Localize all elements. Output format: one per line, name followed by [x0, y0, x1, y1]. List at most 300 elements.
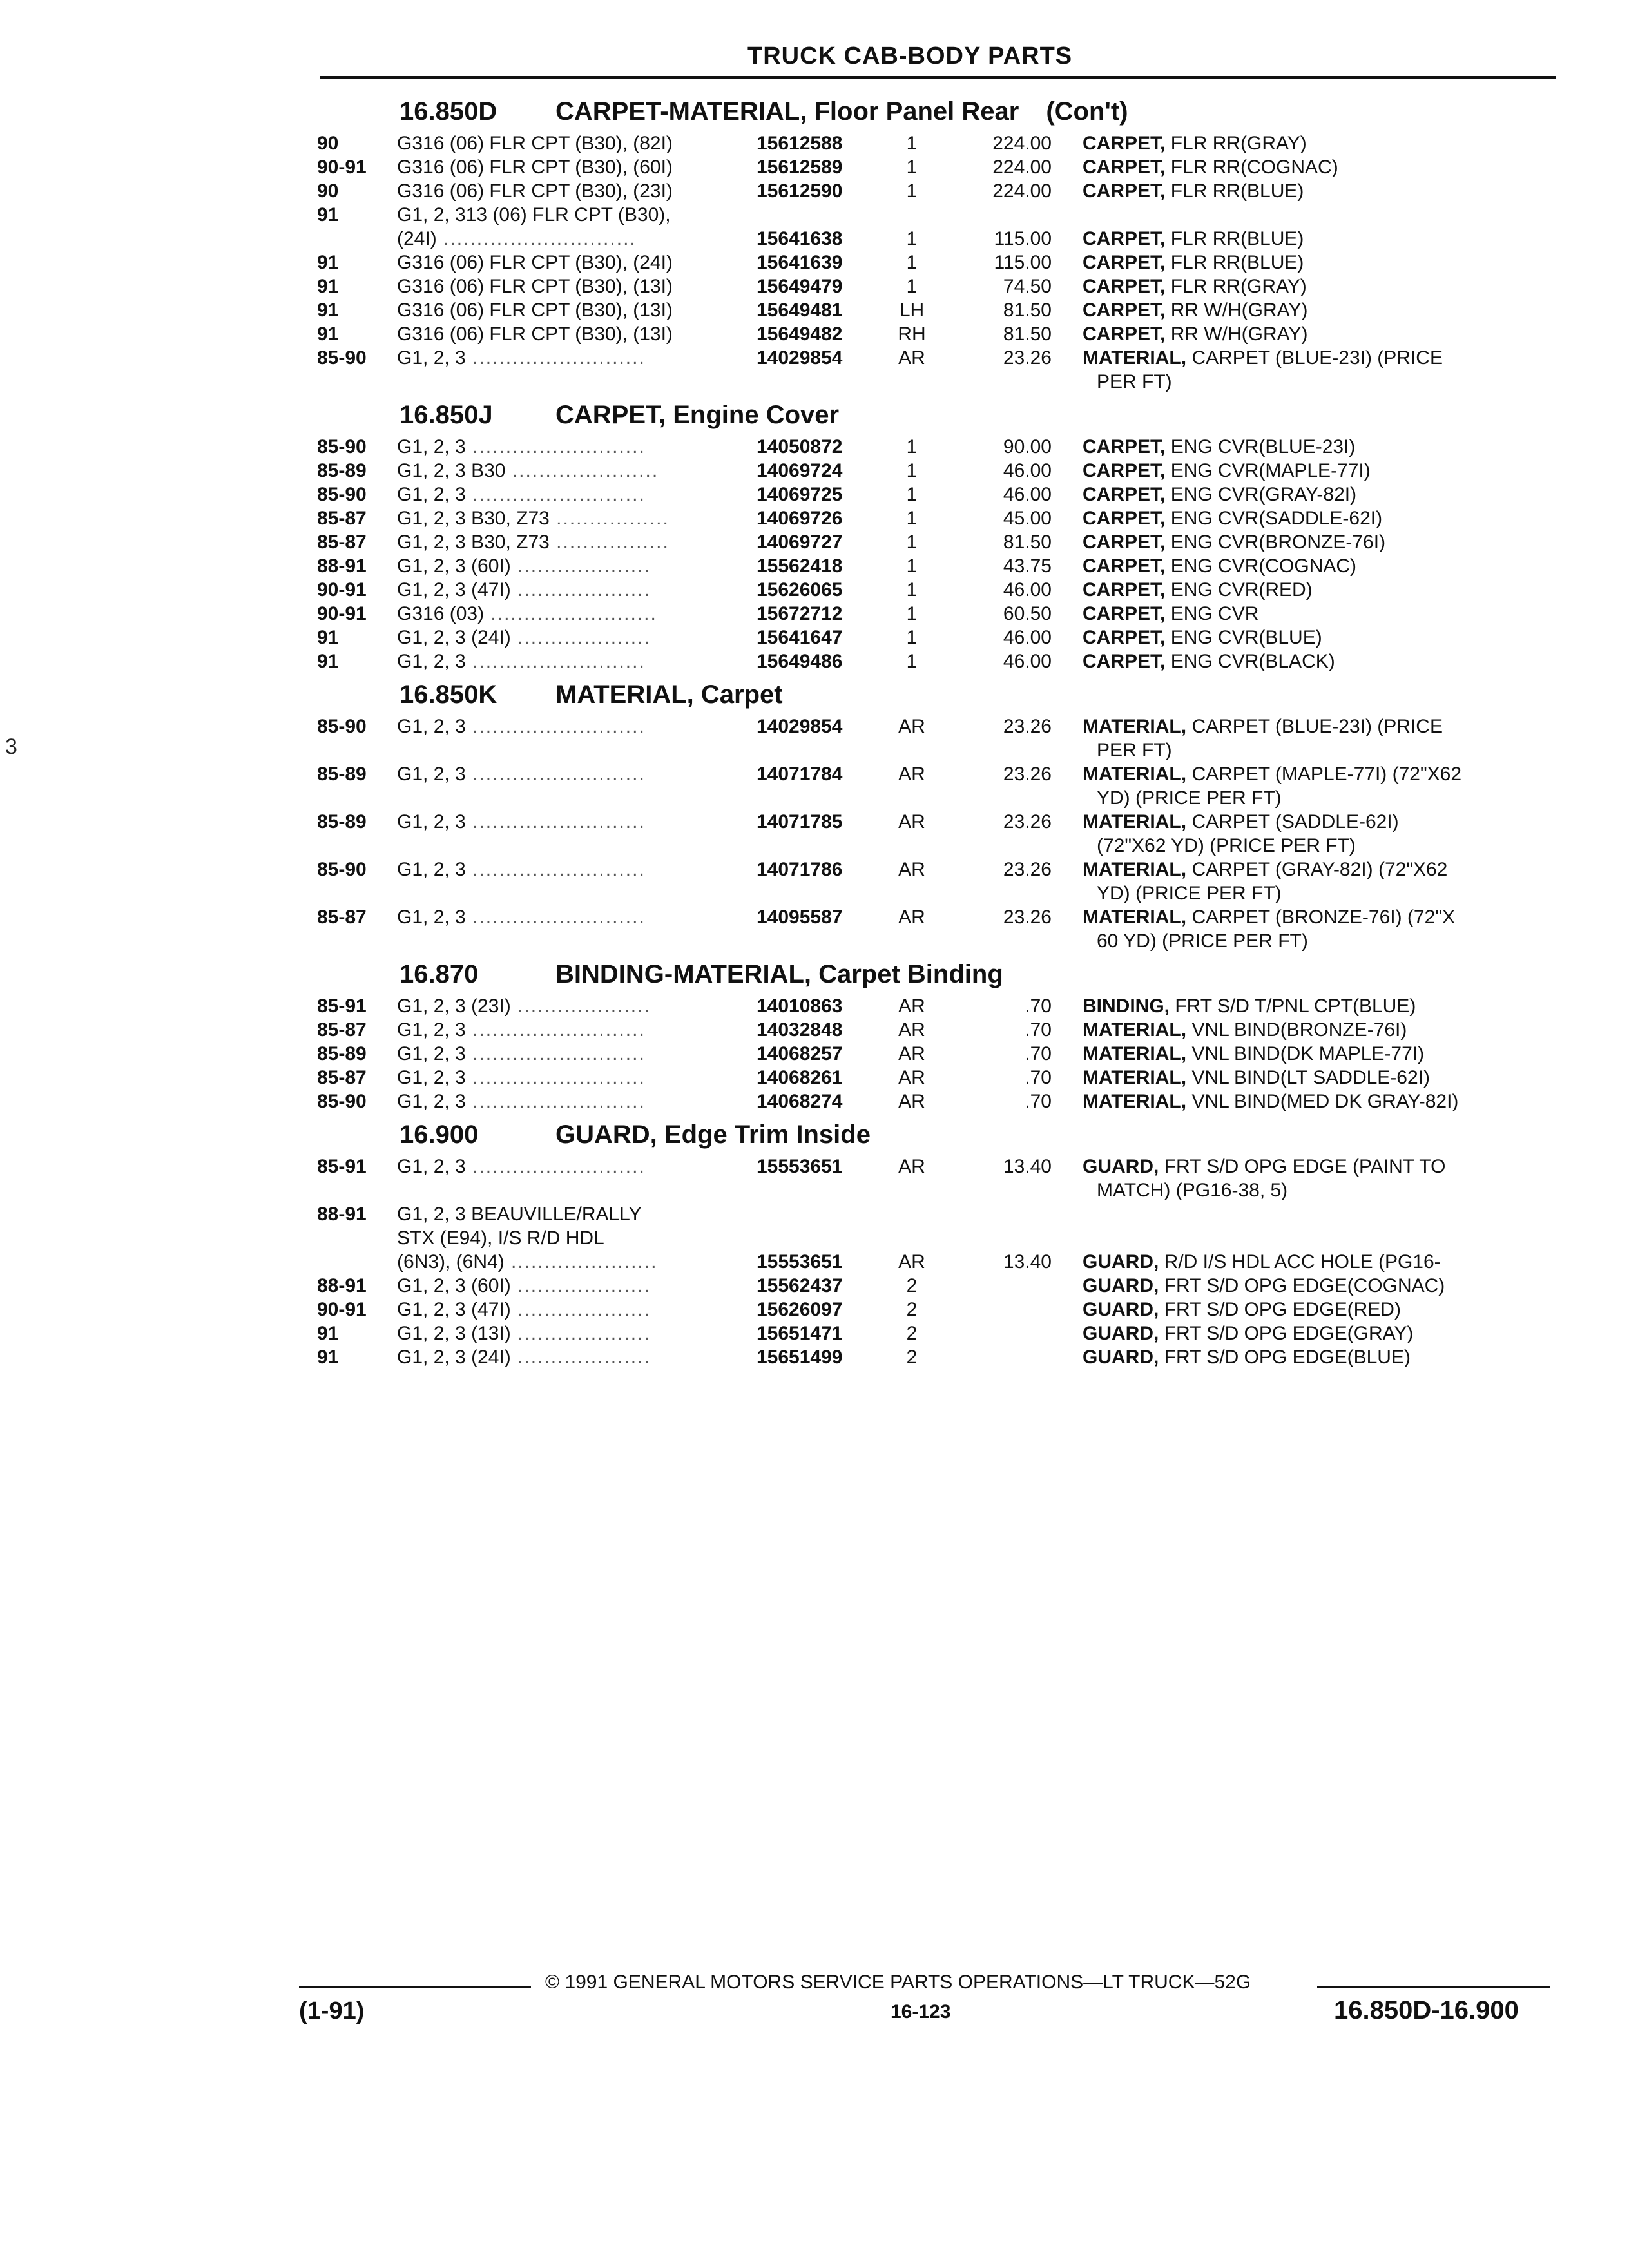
application-text: G1, 2, 3 (24I) — [397, 627, 511, 648]
part-name — [1083, 649, 1335, 673]
part-name-detail: (72"X62 YD) (PRICE PER FT) — [1097, 835, 1356, 856]
part-entry — [317, 483, 1561, 506]
entry-line — [317, 1178, 1561, 1202]
quantity: AR — [898, 1067, 925, 1088]
leader-dots: ................. — [549, 508, 670, 529]
part-name-detail: FRT S/D OPG EDGE(GRAY) — [1164, 1323, 1414, 1344]
application-text: G316 (06) FLR CPT (B30), (13I) — [397, 276, 673, 297]
part-name-detail: 60 YD) (PRICE PER FT) — [1097, 930, 1308, 952]
leader-dots: .................... — [510, 1347, 651, 1368]
list-price: .70 — [1025, 1019, 1052, 1041]
part-number: 15649482 — [757, 323, 843, 345]
part-name-detail: ENG CVR(COGNAC) — [1170, 555, 1357, 577]
part-name — [1083, 858, 1447, 881]
application-description — [397, 905, 646, 929]
application-description — [397, 251, 673, 274]
part-name-keyword: CARPET, — [1083, 579, 1171, 601]
part-name — [1083, 715, 1443, 738]
part-name-keyword: GUARD, — [1083, 1251, 1164, 1273]
part-name — [1083, 435, 1355, 459]
part-entry — [317, 1274, 1561, 1298]
application-text: G316 (06) FLR CPT (B30), (13I) — [397, 300, 673, 321]
part-entry — [317, 459, 1561, 483]
entry-line — [317, 131, 1561, 155]
part-number: 14029854 — [757, 347, 843, 369]
part-number: 14071784 — [757, 764, 843, 785]
application-description — [397, 602, 657, 626]
application-text: G1, 2, 3 — [397, 1156, 466, 1177]
application-description — [397, 715, 646, 738]
leader-dots: .................... — [510, 555, 651, 577]
entry-line — [317, 834, 1561, 858]
section-title-rest: Engine Cover — [673, 401, 840, 429]
quantity: AR — [898, 811, 925, 832]
entry-line — [317, 203, 1561, 227]
part-entry — [317, 1321, 1561, 1345]
entry-line — [317, 929, 1561, 953]
part-name-detail: VNL BIND(BRONZE-76I) — [1191, 1019, 1407, 1041]
part-entry — [317, 994, 1561, 1018]
part-name — [1083, 626, 1322, 649]
footer-page-number: 16-123 — [891, 2001, 951, 2023]
quantity: 1 — [906, 180, 918, 202]
list-price: 46.00 — [1003, 627, 1052, 648]
part-name-detail: ENG CVR(GRAY-82I) — [1170, 484, 1357, 505]
part-name-keyword: GUARD, — [1083, 1347, 1164, 1368]
entry-line — [317, 274, 1561, 298]
leader-dots: .......................... — [465, 347, 646, 369]
model-years: 90-91 — [317, 1299, 367, 1320]
application-text: G316 (06) FLR CPT (B30), (23I) — [397, 180, 673, 202]
quantity: AR — [898, 907, 925, 928]
quantity: 1 — [906, 460, 918, 481]
quantity: 2 — [906, 1275, 918, 1296]
section-title — [555, 401, 839, 430]
list-price: 224.00 — [992, 157, 1052, 178]
entry-line — [317, 858, 1561, 881]
part-name — [1083, 227, 1304, 251]
part-number: 15562418 — [757, 555, 843, 577]
entry-line — [317, 179, 1561, 203]
application-text: G1, 2, 3 BEAUVILLE/RALLY — [397, 1204, 642, 1225]
quantity: AR — [898, 1019, 925, 1041]
list-price: 81.50 — [1003, 323, 1052, 345]
model-years: 85-90 — [317, 436, 367, 457]
part-name-detail: ENG CVR(RED) — [1170, 579, 1313, 601]
entry-line — [317, 155, 1561, 179]
model-years: 90-91 — [317, 603, 367, 624]
part-number: 14010863 — [757, 995, 843, 1017]
application-text: G1, 2, 3 — [397, 1043, 466, 1064]
application-description — [397, 994, 651, 1018]
part-name-detail: MATCH) (PG16-38, 5) — [1097, 1180, 1288, 1201]
part-name-keyword: GUARD, — [1083, 1156, 1164, 1177]
part-name-detail: FLR RR(GRAY) — [1170, 133, 1307, 154]
section-title-rest: Carpet Binding — [818, 960, 1003, 988]
application-description — [397, 203, 671, 227]
quantity: AR — [898, 716, 925, 737]
part-name-keyword: CARPET, — [1083, 484, 1171, 505]
part-number: 15612589 — [757, 157, 843, 178]
part-name — [1083, 298, 1307, 322]
application-description — [397, 483, 646, 506]
quantity: AR — [898, 859, 925, 880]
section-heading — [317, 90, 1561, 131]
part-name-keyword: GUARD, — [1083, 1323, 1164, 1344]
part-number: 15612590 — [757, 180, 843, 202]
leader-dots: .......................... — [465, 859, 646, 880]
quantity: 1 — [906, 484, 918, 505]
entry-line — [317, 1155, 1561, 1178]
part-name — [1083, 1298, 1401, 1321]
part-name-keyword: CARPET, — [1083, 436, 1171, 457]
part-name-detail: ENG CVR(BLACK) — [1170, 651, 1335, 672]
application-text: G1, 2, 3 — [397, 436, 466, 457]
section-title — [555, 1120, 871, 1149]
section-title-rest: Carpet — [700, 680, 783, 709]
part-number: 15651471 — [757, 1323, 843, 1344]
application-description — [397, 554, 651, 578]
footer-section-range: 16.850D-16.900 — [1334, 1996, 1519, 2024]
application-description — [397, 1155, 646, 1178]
part-entry — [317, 858, 1561, 905]
section-title-continued: (Con't) — [1046, 97, 1128, 126]
part-name-keyword: GUARD, — [1083, 1299, 1164, 1320]
entry-line — [317, 786, 1561, 810]
margin-mark: 3 — [5, 735, 17, 759]
part-name-keyword: MATERIAL, — [1083, 811, 1192, 832]
quantity: 1 — [906, 228, 918, 249]
part-name — [1083, 905, 1455, 929]
part-name-keyword: GUARD, — [1083, 1275, 1164, 1296]
part-name-keyword: CARPET, — [1083, 651, 1171, 672]
quantity: 1 — [906, 508, 918, 529]
entry-line — [317, 1321, 1561, 1345]
application-text: G1, 2, 313 (06) FLR CPT (B30), — [397, 204, 671, 226]
model-years: 90 — [317, 180, 339, 202]
part-name-detail: FRT S/D OPG EDGE(BLUE) — [1164, 1347, 1411, 1368]
part-name — [1083, 155, 1338, 179]
part-entry — [317, 506, 1561, 530]
part-name — [1083, 1018, 1407, 1042]
application-description — [397, 227, 637, 251]
part-name — [1097, 786, 1282, 810]
part-name — [1083, 1155, 1445, 1178]
quantity: AR — [898, 995, 925, 1017]
entry-line — [317, 1345, 1561, 1369]
section-title-keyword: CARPET, — [555, 401, 673, 429]
part-number: 14029854 — [757, 716, 843, 737]
model-years: 85-90 — [317, 484, 367, 505]
part-number: 14071785 — [757, 811, 843, 832]
part-name — [1083, 994, 1416, 1018]
entry-line — [317, 649, 1561, 673]
part-name — [1097, 929, 1308, 953]
section-title-rest: Edge Trim Inside — [664, 1120, 871, 1149]
quantity: 1 — [906, 252, 918, 273]
application-text: G1, 2, 3 — [397, 716, 466, 737]
part-name — [1083, 1090, 1458, 1113]
part-name-detail: CARPET (GRAY-82I) (72"X62 — [1191, 859, 1448, 880]
entry-line — [317, 1042, 1561, 1066]
model-years: 85-90 — [317, 859, 367, 880]
entry-line — [317, 1066, 1561, 1090]
entry-line — [317, 626, 1561, 649]
parts-listing — [317, 90, 1561, 1369]
section-number: 16.900 — [400, 1120, 479, 1149]
quantity: 1 — [906, 579, 918, 601]
part-name — [1097, 738, 1172, 762]
leader-dots: .......................... — [465, 484, 646, 505]
part-name — [1083, 578, 1313, 602]
part-number: 15626065 — [757, 579, 843, 601]
leader-dots: .......................... — [465, 1091, 646, 1112]
application-text: G1, 2, 3 (13I) — [397, 1323, 511, 1344]
quantity: AR — [898, 347, 925, 369]
part-name-detail: RR W/H(GRAY) — [1170, 300, 1308, 321]
list-price: 81.50 — [1003, 300, 1052, 321]
model-years: 90 — [317, 133, 339, 154]
part-entry — [317, 715, 1561, 762]
leader-dots: ................. — [549, 532, 670, 553]
application-text: G316 (06) FLR CPT (B30), (60I) — [397, 157, 673, 178]
part-name-detail: FLR RR(GRAY) — [1170, 276, 1307, 297]
section-number: 16.850D — [400, 97, 497, 126]
part-entry — [317, 810, 1561, 858]
application-text: G316 (06) FLR CPT (B30), (24I) — [397, 252, 673, 273]
part-name-keyword: CARPET, — [1083, 252, 1171, 273]
part-name — [1083, 810, 1399, 834]
part-name — [1083, 1274, 1445, 1298]
application-text: G1, 2, 3 (47I) — [397, 579, 511, 601]
application-text: G1, 2, 3 — [397, 859, 466, 880]
application-description — [397, 506, 670, 530]
list-price: 23.26 — [1003, 811, 1052, 832]
leader-dots: .......................... — [465, 811, 646, 832]
section-heading — [317, 394, 1561, 435]
part-name-detail: CARPET (BLUE-23I) (PRICE — [1191, 716, 1443, 737]
application-text: G1, 2, 3 — [397, 1067, 466, 1088]
model-years: 85-89 — [317, 811, 367, 832]
application-description — [397, 578, 651, 602]
application-description — [397, 530, 670, 554]
part-name-detail: FRT S/D OPG EDGE(RED) — [1164, 1299, 1401, 1320]
part-name-detail: CARPET (BLUE-23I) (PRICE — [1191, 347, 1443, 369]
entry-line — [317, 1202, 1561, 1226]
part-name-keyword: CARPET, — [1083, 555, 1171, 577]
quantity: AR — [898, 1251, 925, 1273]
section-number: 16.870 — [400, 960, 479, 988]
part-number: 14071786 — [757, 859, 843, 880]
application-text: STX (E94), I/S R/D HDL — [397, 1227, 604, 1249]
entry-line — [317, 459, 1561, 483]
part-name-detail: FLR RR(BLUE) — [1170, 252, 1304, 273]
quantity: 1 — [906, 555, 918, 577]
application-text: G1, 2, 3 (47I) — [397, 1299, 511, 1320]
model-years: 91 — [317, 204, 339, 226]
part-name-keyword: CARPET, — [1083, 228, 1171, 249]
application-text: G1, 2, 3 B30, Z73 — [397, 532, 550, 553]
application-description — [397, 649, 646, 673]
model-years: 91 — [317, 276, 339, 297]
part-name-keyword: CARPET, — [1083, 603, 1171, 624]
part-name-keyword: CARPET, — [1083, 323, 1171, 345]
section-heading — [317, 1113, 1561, 1155]
part-entry — [317, 1345, 1561, 1369]
part-name-detail: ENG CVR — [1170, 603, 1259, 624]
part-entry — [317, 1202, 1561, 1274]
part-number: 15672712 — [757, 603, 843, 624]
part-name-detail: FRT S/D OPG EDGE(COGNAC) — [1164, 1275, 1445, 1296]
application-text: G316 (06) FLR CPT (B30), (82I) — [397, 133, 673, 154]
model-years: 85-89 — [317, 764, 367, 785]
list-price: 74.50 — [1003, 276, 1052, 297]
part-name-keyword: BINDING, — [1083, 995, 1175, 1017]
part-name — [1083, 483, 1356, 506]
leader-dots: ...................... — [504, 1251, 658, 1273]
entry-line — [317, 298, 1561, 322]
part-name-detail: ENG CVR(BLUE) — [1170, 627, 1322, 648]
quantity: AR — [898, 764, 925, 785]
section-title — [555, 960, 1003, 989]
part-number: 14069724 — [757, 460, 843, 481]
model-years: 91 — [317, 1323, 339, 1344]
entry-line — [317, 715, 1561, 738]
application-description — [397, 274, 673, 298]
application-text: G316 (03) — [397, 603, 485, 624]
model-years: 85-87 — [317, 1067, 367, 1088]
part-name-keyword: CARPET, — [1083, 460, 1171, 481]
model-years: 85-87 — [317, 508, 367, 529]
part-entry — [317, 649, 1561, 673]
entry-line — [317, 1090, 1561, 1113]
application-text: G1, 2, 3 — [397, 1019, 466, 1041]
model-years: 91 — [317, 300, 339, 321]
entry-line — [317, 738, 1561, 762]
part-name — [1097, 1178, 1287, 1202]
quantity: 2 — [906, 1347, 918, 1368]
quantity: AR — [898, 1156, 925, 1177]
part-name-keyword: MATERIAL, — [1083, 1043, 1192, 1064]
list-price: 23.26 — [1003, 347, 1052, 369]
part-entry — [317, 1042, 1561, 1066]
part-name — [1083, 1066, 1430, 1090]
quantity: LH — [899, 300, 925, 321]
part-name-keyword: CARPET, — [1083, 300, 1171, 321]
entry-line — [317, 1226, 1561, 1250]
part-name-detail: ENG CVR(SADDLE-62I) — [1170, 508, 1383, 529]
part-entry — [317, 578, 1561, 602]
model-years: 85-89 — [317, 460, 367, 481]
page-header-title: TRUCK CAB-BODY PARTS — [747, 43, 1073, 70]
part-name — [1083, 554, 1356, 578]
section-heading — [317, 673, 1561, 715]
entry-line — [317, 810, 1561, 834]
section-title-keyword: MATERIAL, — [555, 680, 701, 709]
part-name-keyword: CARPET, — [1083, 180, 1171, 202]
quantity: 1 — [906, 627, 918, 648]
entry-line — [317, 554, 1561, 578]
list-price: 43.75 — [1003, 555, 1052, 577]
application-text: G1, 2, 3 — [397, 907, 466, 928]
part-name — [1083, 131, 1307, 155]
part-name-detail: YD) (PRICE PER FT) — [1097, 883, 1282, 904]
part-entry — [317, 1090, 1561, 1113]
part-number: 15651499 — [757, 1347, 843, 1368]
part-number: 14068257 — [757, 1043, 843, 1064]
application-text: G1, 2, 3 — [397, 811, 466, 832]
part-number: 15641638 — [757, 228, 843, 249]
part-name-detail: VNL BIND(LT SADDLE-62I) — [1191, 1067, 1430, 1088]
model-years: 91 — [317, 323, 339, 345]
section-title-keyword: BINDING-MATERIAL, — [555, 960, 819, 988]
model-years: 85-87 — [317, 907, 367, 928]
model-years: 91 — [317, 651, 339, 672]
model-years: 85-91 — [317, 995, 367, 1017]
list-price: .70 — [1025, 1043, 1052, 1064]
leader-dots: .................... — [510, 1275, 651, 1296]
part-number: 15562437 — [757, 1275, 843, 1296]
part-entry — [317, 203, 1561, 251]
part-name-detail: PER FT) — [1097, 371, 1172, 392]
part-number: 14069727 — [757, 532, 843, 553]
section-title-keyword: GUARD, — [555, 1120, 664, 1149]
part-name-detail: ENG CVR(BRONZE-76I) — [1170, 532, 1386, 553]
entry-line — [317, 483, 1561, 506]
section-number: 16.850K — [400, 680, 497, 709]
part-name — [1083, 1250, 1441, 1274]
model-years: 85-87 — [317, 532, 367, 553]
list-price: 81.50 — [1003, 532, 1052, 553]
entry-line — [317, 322, 1561, 346]
leader-dots: .................... — [510, 995, 651, 1017]
part-entry — [317, 1066, 1561, 1090]
part-name — [1083, 530, 1385, 554]
quantity: 1 — [906, 276, 918, 297]
part-number: 15641647 — [757, 627, 843, 648]
part-entry — [317, 1298, 1561, 1321]
leader-dots: .................... — [510, 579, 651, 601]
model-years: 90-91 — [317, 157, 367, 178]
part-entry — [317, 1018, 1561, 1042]
application-text: G1, 2, 3 — [397, 1091, 466, 1112]
part-entry — [317, 251, 1561, 274]
entry-line — [317, 1298, 1561, 1321]
list-price: 46.00 — [1003, 484, 1052, 505]
part-entry — [317, 179, 1561, 203]
leader-dots: .......................... — [465, 1156, 646, 1177]
application-text: G1, 2, 3 B30, Z73 — [397, 508, 550, 529]
list-price: 13.40 — [1003, 1251, 1052, 1273]
part-name — [1097, 370, 1172, 394]
part-name-keyword: MATERIAL, — [1083, 764, 1192, 785]
part-number: 15641639 — [757, 252, 843, 273]
leader-dots: ...................... — [505, 460, 659, 481]
model-years: 85-89 — [317, 1043, 367, 1064]
entry-line — [317, 506, 1561, 530]
part-entry — [317, 762, 1561, 810]
list-price: 115.00 — [994, 228, 1052, 249]
application-description — [397, 179, 673, 203]
entry-line — [317, 905, 1561, 929]
part-entry — [317, 626, 1561, 649]
part-entry — [317, 905, 1561, 953]
part-entry — [317, 530, 1561, 554]
entry-line — [317, 435, 1561, 459]
model-years: 85-90 — [317, 1091, 367, 1112]
part-number: 14032848 — [757, 1019, 843, 1041]
list-price: 13.40 — [1003, 1156, 1052, 1177]
